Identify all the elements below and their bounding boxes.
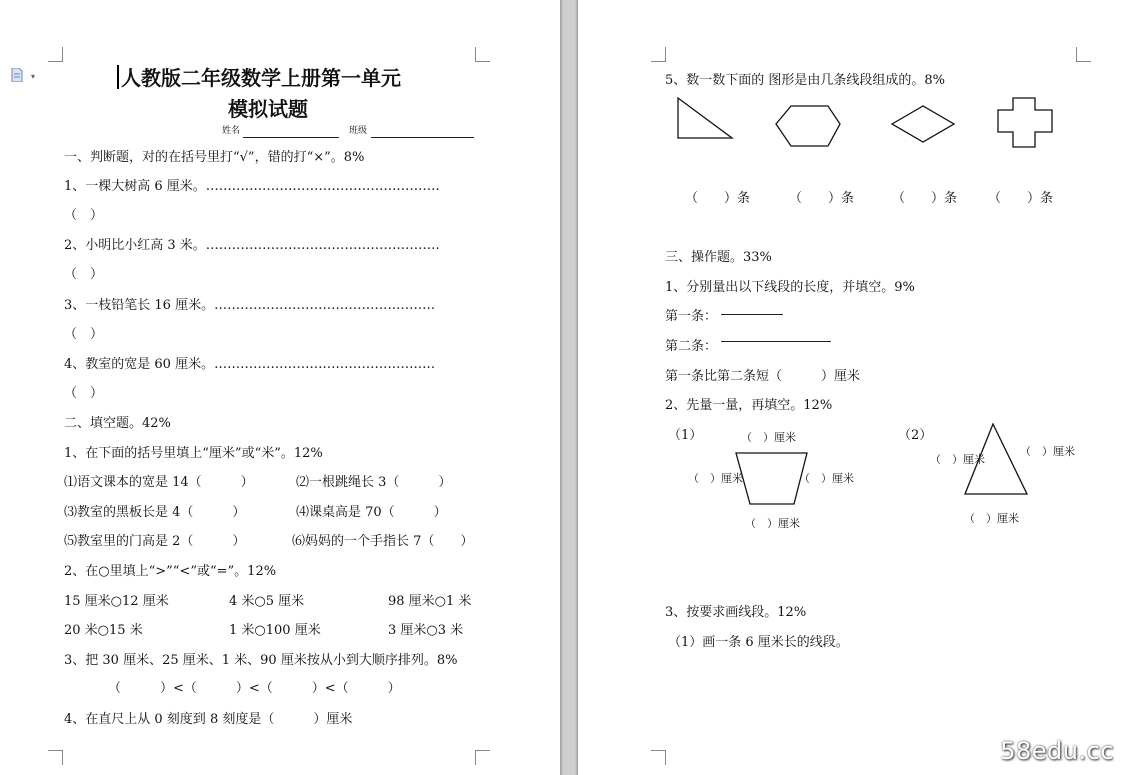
segment-label: 第一条： <box>665 309 718 324</box>
question: 第一条比第二条短（ ）厘米 <box>665 369 861 384</box>
question-item: ⑸教室里的门高是 2（ ） <box>64 534 246 549</box>
question: 3、按要求画线段。12% <box>665 605 807 620</box>
part-label: （2） <box>898 428 933 443</box>
page-gutter <box>560 0 578 775</box>
name-label: 姓名 <box>222 126 241 136</box>
question-item: ⑴语文课本的宽是 14（ ） <box>64 475 254 490</box>
segment-label: 第二条： <box>665 339 718 354</box>
question-item: （1）画一条 6 厘米长的线段。 <box>668 635 849 650</box>
part-label: （1） <box>668 428 703 443</box>
question: 3、把 30 厘米、25 厘米、1 米、90 厘米按从小到大顺序排列。8% <box>64 653 458 668</box>
question-item: 3 厘米○3 米 <box>388 623 464 638</box>
name-field[interactable] <box>243 137 339 138</box>
question: 2、在○里填上“>”“<”或“=”。12% <box>64 564 277 579</box>
question-item: 98 厘米○1 米 <box>388 594 472 609</box>
question-item: 20 米○15 米 <box>64 623 143 638</box>
crop-mark <box>651 47 666 62</box>
rhombus-shape <box>892 106 954 142</box>
right-triangle-shape <box>678 98 732 138</box>
trapezoid-top-label: （ ）厘米 <box>741 431 796 444</box>
question: 4、在直尺上从 0 刻度到 8 刻度是（ ）厘米 <box>64 712 353 727</box>
question-item: ⑶教室的黑板长是 4（ ） <box>64 505 246 520</box>
answer-bracket: （ ） <box>64 327 104 342</box>
answer-bracket: （ ） <box>64 208 104 223</box>
question-item: 15 厘米○12 厘米 <box>64 594 169 609</box>
question: 4、教室的宽是 60 厘米。…………………………………………… <box>64 357 436 372</box>
triangle-right-label: （ ）厘米 <box>1020 445 1075 458</box>
crop-mark <box>475 47 490 62</box>
trapezoid-shape <box>736 453 807 504</box>
answer-bracket: （ ）<（ ）<（ ）<（ ） <box>108 681 401 696</box>
question: 5、数一数下面的 图形是由几条线段组成的。8% <box>665 73 946 88</box>
question: 2、小明比小红高 3 米。……………………………………………… <box>64 238 440 253</box>
class-label: 班级 <box>349 126 368 136</box>
question-item: ⑹妈妈的一个手指长 7（ ） <box>292 534 474 549</box>
shapes-figure <box>668 94 1068 158</box>
crop-mark <box>1076 47 1091 62</box>
count-answer: （ ）条 <box>988 191 1054 206</box>
watermark: 58edu.cc <box>1000 737 1114 765</box>
right-page <box>578 0 1126 775</box>
count-answer: （ ）条 <box>685 191 751 206</box>
question: 1、分别量出以下线段的长度，并填空。9% <box>665 280 915 295</box>
left-page <box>0 0 560 775</box>
question-item: 4 米○5 厘米 <box>229 594 305 609</box>
crop-mark <box>475 750 490 765</box>
count-answer: （ ）条 <box>892 191 958 206</box>
trapezoid-right-label: （ ）厘米 <box>799 472 854 485</box>
trapezoid-left-label: （ ）厘米 <box>688 472 743 485</box>
triangle-bottom-label: （ ）厘米 <box>964 512 1019 525</box>
answer-bracket: （ ） <box>64 386 104 401</box>
question-item: ⑷课桌高是 70（ ） <box>296 505 447 520</box>
crop-mark <box>48 47 63 62</box>
trapezoid-bottom-label: （ ）厘米 <box>745 517 800 530</box>
answer-bracket: （ ） <box>64 267 104 282</box>
segment-line <box>721 341 831 342</box>
question: 3、一枝铅笔长 16 厘米。…………………………………………… <box>64 298 436 313</box>
text-cursor <box>117 65 119 89</box>
segment-line <box>721 314 783 315</box>
question: 1、一棵大树高 6 厘米。……………………………………………… <box>64 179 440 194</box>
question: 2、先量一量，再填空。12% <box>665 398 833 413</box>
cross-shape <box>998 98 1052 147</box>
page-subtitle: 模拟试题 <box>228 97 308 121</box>
section-heading: 二、填空题。42% <box>64 416 171 431</box>
section-heading: 一、判断题，对的在括号里打“√”，错的打“×”。8% <box>64 150 365 165</box>
triangle-left-label: （ ）厘米 <box>930 453 985 466</box>
crop-mark <box>651 750 666 765</box>
crop-mark <box>48 750 63 765</box>
question: 1、在下面的括号里填上“厘米”或“米”。12% <box>64 446 323 461</box>
question-item: ⑵一根跳绳长 3（ ） <box>296 475 452 490</box>
document-icon[interactable] <box>11 68 23 82</box>
hexagon-shape <box>776 106 840 146</box>
chevron-down-icon[interactable]: ▾ <box>31 72 36 81</box>
section-heading: 三、操作题。33% <box>665 250 772 265</box>
count-answer: （ ）条 <box>789 191 855 206</box>
page-title: 人教版二年级数学上册第一单元 <box>121 66 401 90</box>
class-field[interactable] <box>371 137 474 138</box>
question-item: 1 米○100 厘米 <box>229 623 321 638</box>
